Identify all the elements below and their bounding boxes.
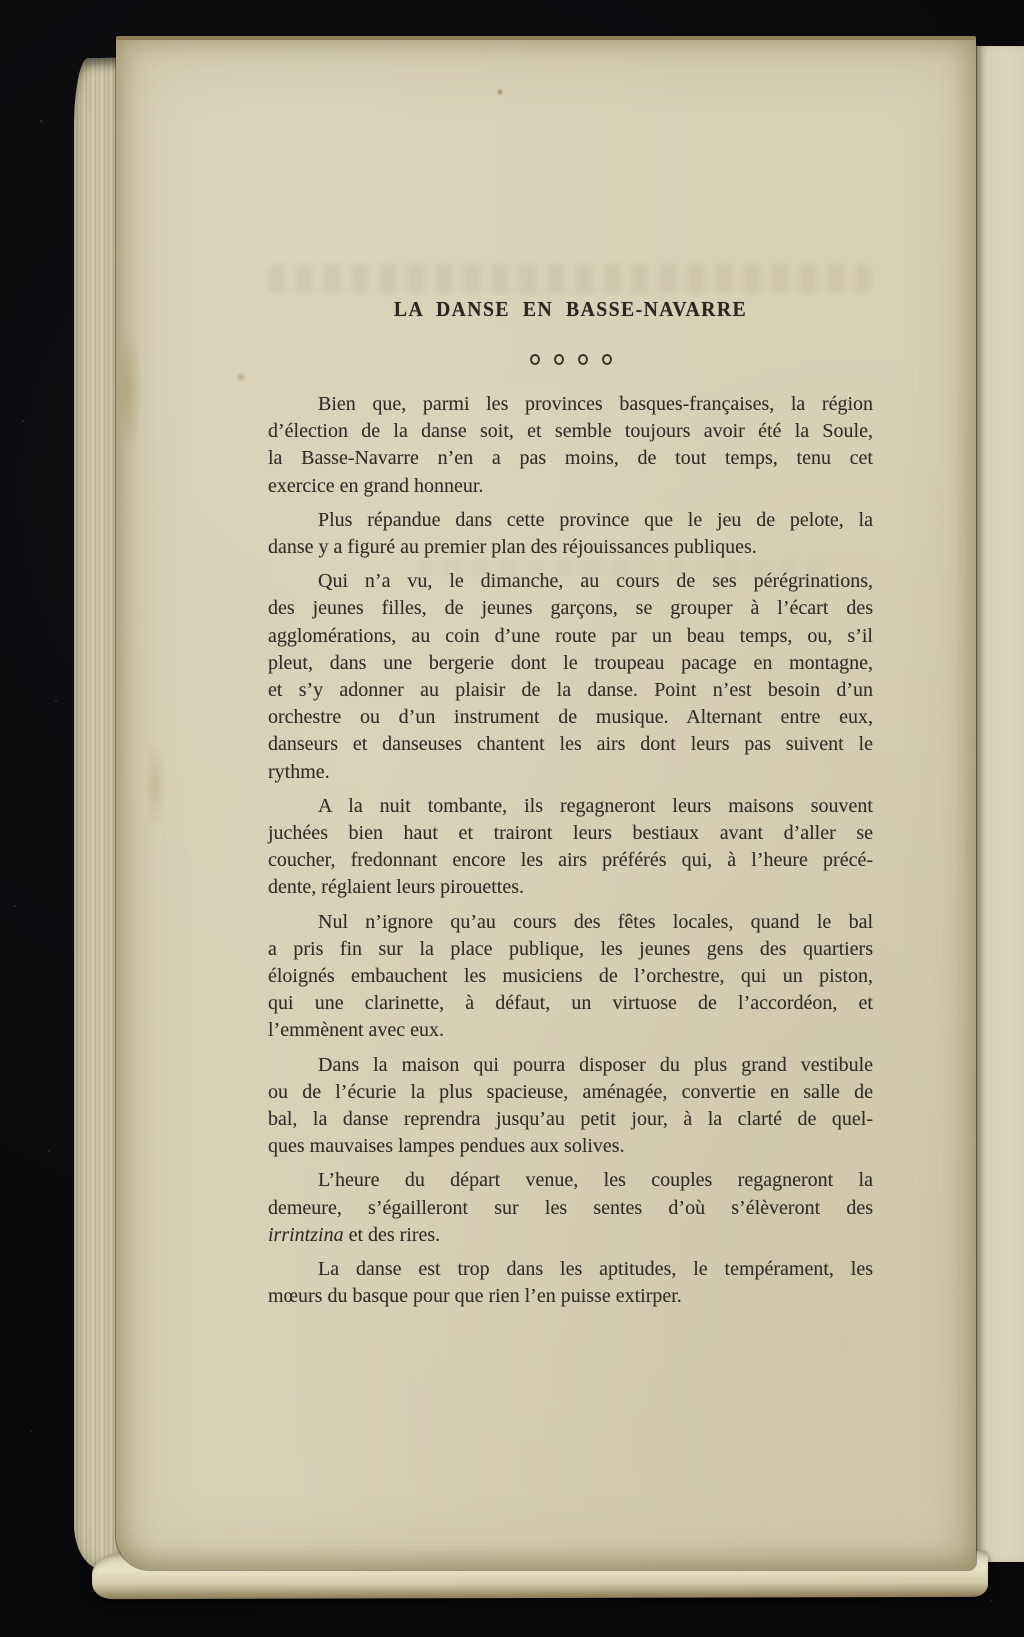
text-line: rythme. xyxy=(268,760,330,783)
text-line: d’élection de la danse soit, et semble toujours avoir été la Soule, xyxy=(268,420,873,443)
text-line: danseurs et danseuses chantent les airs dont leurs pas suivent le xyxy=(268,733,873,756)
text-line: L’heure du départ venue, les couples regagneront la xyxy=(318,1169,873,1192)
paragraph xyxy=(268,507,873,561)
text-line: coucher, fredonnant encore les airs préférés qui, à l’heure précé- xyxy=(268,849,873,872)
foxing-stain xyxy=(144,740,166,830)
text-line: agglomérations, au coin d’une route par un beau temps, ou, s’il xyxy=(268,624,873,647)
paragraph xyxy=(268,1052,873,1161)
text-line: mœurs du basque pour que rien l’en puisse extirper. xyxy=(268,1285,682,1308)
text-line: a pris fin sur la place publique, les jeunes gens des quartiers xyxy=(268,937,873,960)
text-line: exercice en grand honneur. xyxy=(268,474,484,497)
text-line: Qui n’a vu, le dimanche, au cours de ses pérégrinations, xyxy=(318,570,873,593)
page-title: LA DANSE EN BASSE-NAVARRE xyxy=(393,297,748,321)
text-line: Dans la maison qui pourra disposer du plus grand vestibule xyxy=(318,1053,873,1076)
next-page-sliver xyxy=(976,46,1024,1562)
text-line: l’emmènent avec eux. xyxy=(268,1019,445,1042)
ornament-circle xyxy=(602,354,612,365)
page-stack-edge-left xyxy=(74,58,120,1570)
paragraph xyxy=(268,1167,873,1249)
text-line: bal, la danse reprendra jusqu’au petit jour, à la clarté de quel- xyxy=(268,1108,873,1131)
ornament-circle xyxy=(578,354,588,365)
text-block xyxy=(268,391,873,1311)
foxing-stain xyxy=(236,372,246,382)
text-line: ou de l’écurie la plus spacieuse, aménagée, convertie en salle de xyxy=(268,1080,873,1103)
dust-specks xyxy=(0,0,2,2)
text-line: des jeunes filles, de jeunes garçons, se grouper à l’écart des xyxy=(268,597,873,620)
text-line: danse y a figuré au premier plan des réjouissances publiques. xyxy=(268,536,757,559)
paragraph xyxy=(268,1256,873,1310)
text-line: juchées bien haut et trairont leurs bestiaux avant d’aller se xyxy=(268,822,873,845)
ornament-circle xyxy=(554,354,564,365)
text-line: pleut, dans une bergerie dont le troupeau pacage en montagne, xyxy=(268,651,873,674)
foxing-stain xyxy=(116,330,142,450)
text-line: et s’y adonner au plaisir de la danse. Point n’est besoin d’un xyxy=(268,679,873,702)
text-line: demeure, s’égailleront sur les sentes d’où s’élèveront des xyxy=(268,1196,873,1219)
ornament-circle xyxy=(530,354,540,365)
paragraph xyxy=(268,568,873,786)
paragraph xyxy=(268,793,873,902)
text-line: La danse est trop dans les aptitudes, le tempérament, les xyxy=(318,1258,873,1281)
ornament-circles xyxy=(268,350,873,364)
paragraph xyxy=(268,909,873,1045)
text-line: orchestre ou d’un instrument de musique. Alternant entre eux, xyxy=(268,706,873,729)
text-line: qui une clarinette, à défaut, un virtuose de l’accordéon, et xyxy=(268,992,873,1015)
text-line: Bien que, parmi les provinces basques-françaises, la région xyxy=(318,393,873,415)
text-line: irrintzina et des rires. xyxy=(268,1223,441,1246)
show-through-smudge xyxy=(268,264,873,294)
text-line: ques mauvaises lampes pendues aux solives. xyxy=(268,1135,625,1158)
text-line: la Basse-Navarre n’en a pas moins, de tout temps, tenu cet xyxy=(268,447,873,470)
text-line: Nul n’ignore qu’au cours des fêtes locales, quand le bal xyxy=(318,910,873,933)
paragraph xyxy=(268,391,873,500)
text-line: Plus répandue dans cette province que le jeu de pelote, la xyxy=(318,508,873,531)
ink-speck xyxy=(496,88,504,96)
text-line: A la nuit tombante, ils regagneront leurs maisons souvent xyxy=(318,794,873,817)
text-line: éloignés embauchent les musiciens de l’orchestre, qui un piston, xyxy=(268,965,873,988)
book-page xyxy=(116,36,976,1570)
text-line: dente, réglaient leurs pirouettes. xyxy=(268,876,525,899)
